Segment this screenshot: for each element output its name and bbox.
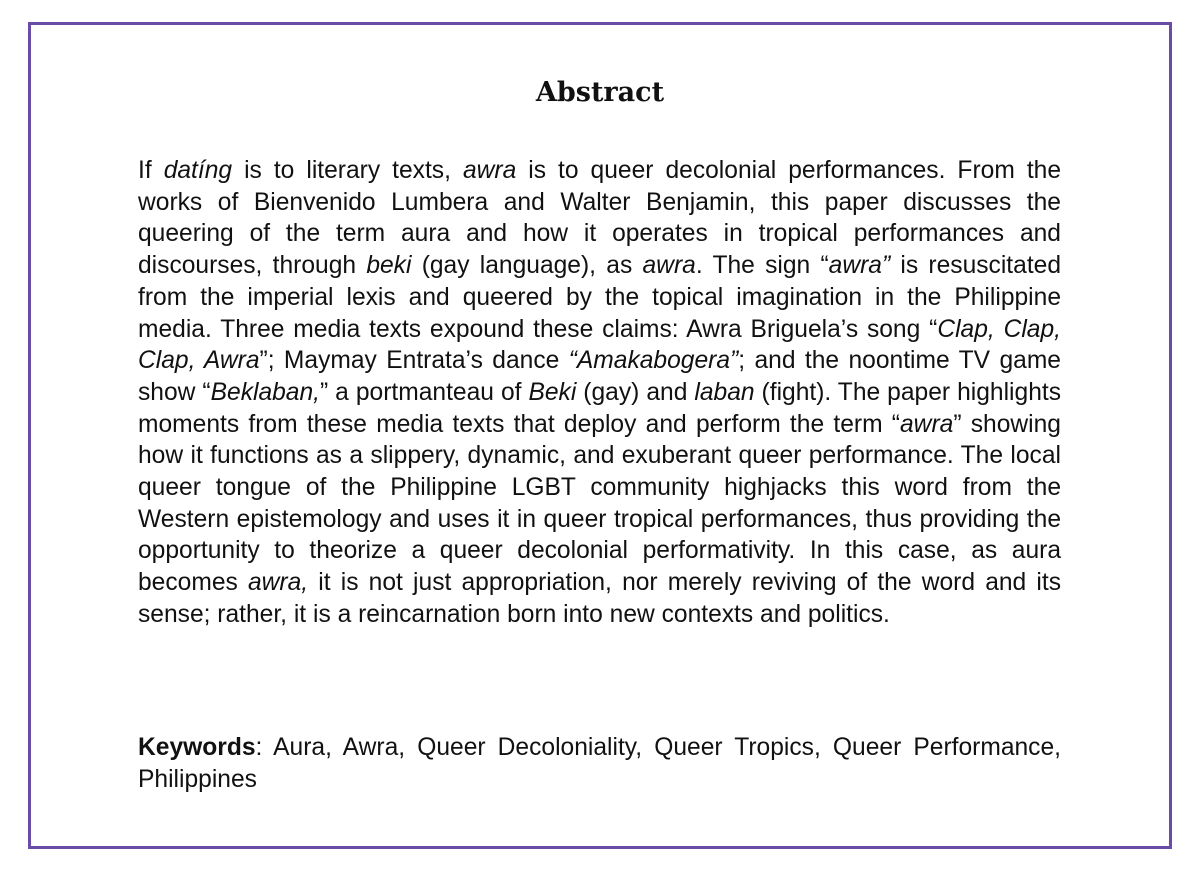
abstract-segment-italic: beki <box>366 252 412 280</box>
abstract-segment: is to queer decolonial performances. From the works of Bienvenido Lumbera and Walter Benjamin, this paper discusses the queering of the term aura and how it operates in tropical performances and discourses, through <box>138 157 1062 280</box>
abstract-segment: . The sign “ <box>695 252 829 280</box>
abstract-segment: ” showing how it functions as a slippery, dynamic, and exuberant queer performance. The local queer tongue of the Philippine LGBT community highjacks this word from the Western epistemology and uses it in queer tropical performances, thus providing the opportunity to theorize a queer decolonial performativity. In this case, as aura becomes <box>138 410 1061 597</box>
abstract-segment-italic: awra, <box>247 569 309 597</box>
keywords-label: Keywords <box>138 734 256 761</box>
abstract-segment: If <box>138 157 164 184</box>
abstract-segment: (fight). The paper highlights moments from these media texts that deploy and perform the term “ <box>138 378 1061 438</box>
abstract-segment-italic: Beklaban, <box>210 378 320 406</box>
abstract-segment: (gay language), as <box>411 252 643 280</box>
abstract-segment-italic: “Amakabogera” <box>568 347 739 375</box>
abstract-segment-italic: laban <box>694 378 755 406</box>
keywords-line <box>138 732 1061 795</box>
keywords-list: : Aura, Awra, Queer Decoloniality, Queer Tropics, Queer Performance, Philippines <box>138 734 1061 793</box>
abstract-segment: it is not just appropriation, nor merely reviving of the word and its sense; rather, it is a reincarnation born into new contexts and politics. <box>138 569 1061 628</box>
abstract-body <box>138 155 1061 631</box>
abstract-segment: ”; Maymay Entrata’s dance <box>259 347 569 375</box>
abstract-frame <box>28 22 1172 849</box>
abstract-segment-italic: datíng <box>163 157 233 184</box>
abstract-segment: ” a portmanteau of <box>320 378 529 406</box>
abstract-segment: ; and the noontime TV game show “ <box>138 347 1061 406</box>
abstract-segment-italic: awra” <box>828 252 891 280</box>
abstract-segment: is resuscitated from the imperial lexis and queered by the topical imagination in the Philippine media. Three media texts expound these claims: Awra Briguela’s song “ <box>138 252 1062 343</box>
abstract-segment-italic: awra <box>642 252 696 280</box>
abstract-segment-italic: awra <box>900 410 954 438</box>
abstract-segment-italic: awra <box>462 157 517 184</box>
abstract-title: Abstract <box>535 77 665 108</box>
abstract-segment: (gay) and <box>576 378 695 406</box>
abstract-segment-italic: Beki <box>528 378 577 406</box>
abstract-segment-italic: Clap, Clap, Clap, Awra <box>138 315 1061 375</box>
abstract-segment: is to literary texts, <box>232 157 463 184</box>
